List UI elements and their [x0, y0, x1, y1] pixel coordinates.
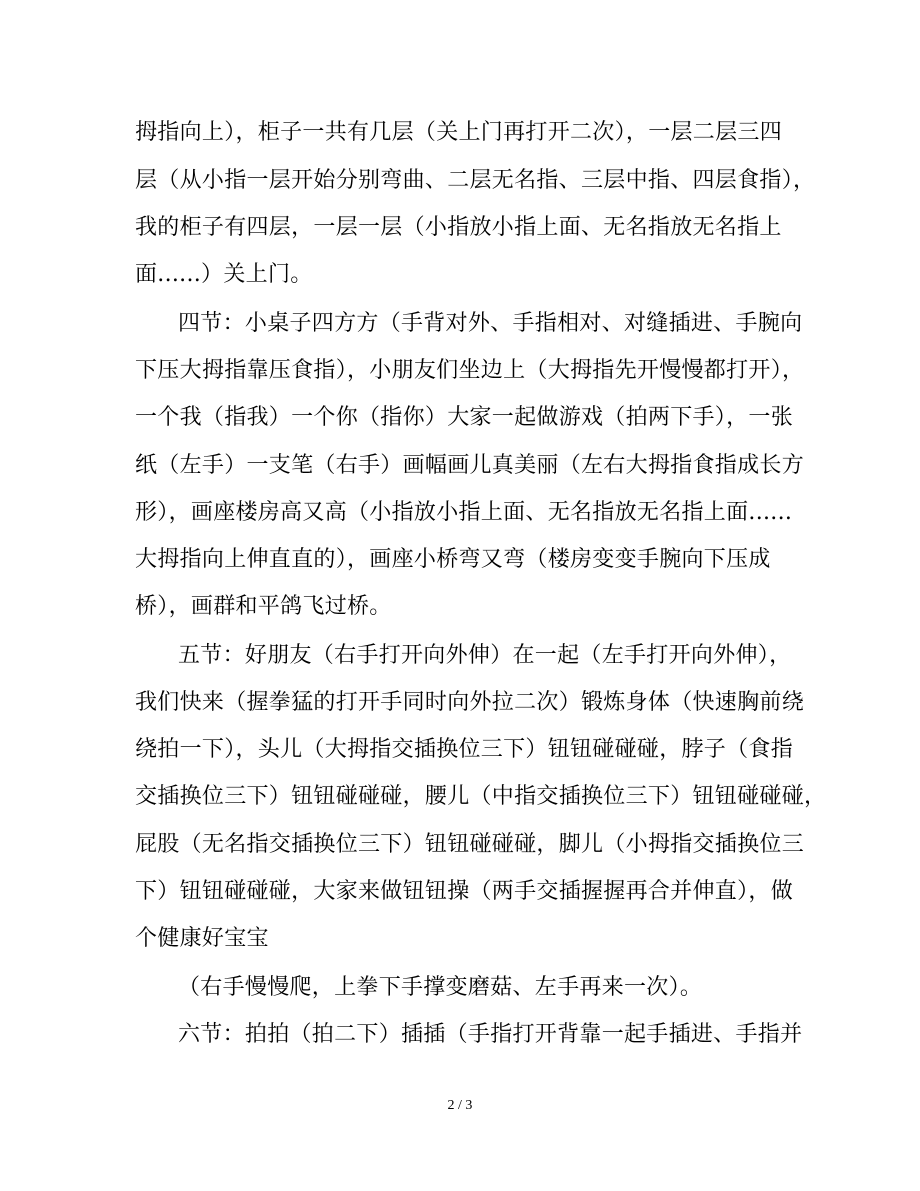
text-line: 下）钮钮碰碰碰，大家来做钮钮操（两手交插握握再合并伸直），做 [135, 879, 794, 904]
text-line: 个健康好宝宝 [135, 926, 269, 951]
paragraph-start-section-6: 六节：拍拍（拍二下）插插（手指打开背靠一起手插进、手指并 [178, 1022, 803, 1047]
text-line: 下压大拇指靠压食指），小朋友们坐边上（大拇指先开慢慢都打开）， [135, 358, 805, 383]
paragraph-start-section-5: 五节：好朋友（右手打开向外伸）在一起（左手打开向外伸）， [178, 643, 792, 668]
text-line: 绕拍一下），头儿（大拇指交插换位三下）钮钮碰碰碰，脖子（食指 [135, 737, 794, 762]
text-line: 交插换位三下）钮钮碰碰碰，腰儿（中指交插换位三下）钮钮碰碰碰， [135, 784, 827, 809]
text-line: 一个我（指我）一个你（指你）大家一起做游戏（拍两下手），一张 [135, 405, 794, 430]
text-line: 大拇指向上伸直直的），画座小桥弯又弯（楼房变变手腕向下压成 [135, 547, 771, 572]
paragraph-start-section-4: 四节：小桌子四方方（手背对外、手指相对、对缝插进、手腕向 [178, 311, 803, 336]
text-line: 桥），画群和平鸽飞过桥。 [135, 594, 392, 619]
text-line: 层（从小指一层开始分别弯曲、二层无名指、三层中指、四层食指）， [135, 168, 816, 193]
text-line: 拇指向上），柜子一共有几层（关上门再打开二次），一层二层三四 [135, 120, 783, 145]
text-line: 面......）关上门。 [135, 262, 313, 287]
text-line: 我的柜子有四层，一层一层（小指放小指上面、无名指放无名指上 [135, 215, 782, 240]
text-line: 屁股（无名指交插换位三下）钮钮碰碰碰，脚儿（小拇指交插换位三 [135, 832, 805, 857]
text-line: 纸（左手）一支笔（右手）画幅画儿真美丽（左右大拇指食指成长方 [135, 453, 805, 478]
paragraph-note: （右手慢慢爬，上拳下手撑变磨菇、左手再来一次）。 [178, 975, 703, 1000]
text-line: 我们快来（握拳猛的打开手同时向外拉二次）锻炼身体（快速胸前绕 [135, 690, 805, 715]
text-line: 形），画座楼房高又高（小指放小指上面、无名指放无名指上面...... [135, 500, 793, 525]
page-number: 2 / 3 [447, 1098, 473, 1113]
